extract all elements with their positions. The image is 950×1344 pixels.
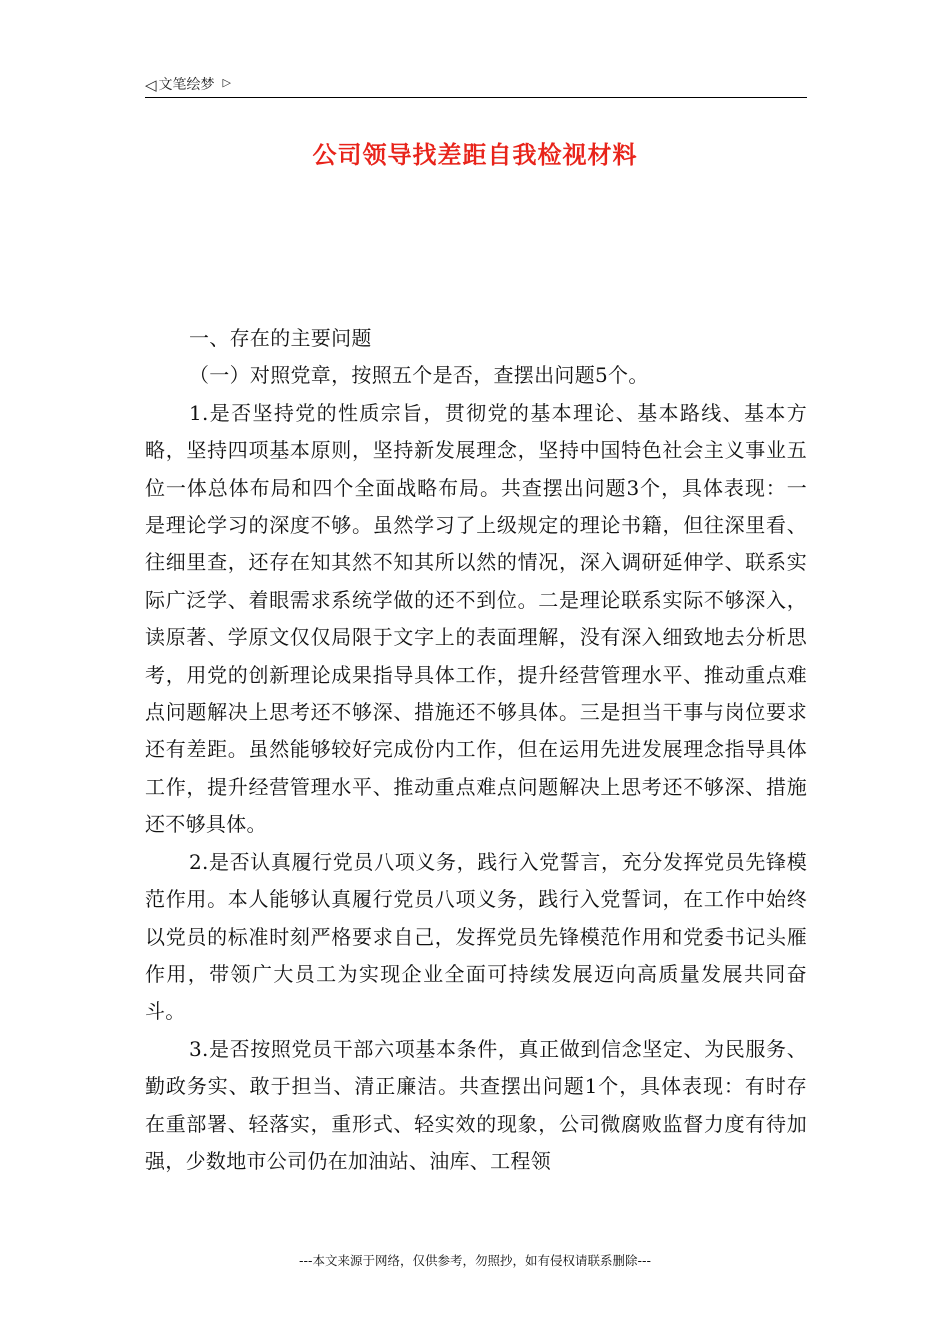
page-footer-notice: ---本文来源于网络，仅供参考，勿照抄，如有侵权请联系删除--- <box>298 1253 652 1268</box>
triangle-right-icon: ▷ <box>222 76 232 89</box>
header-brand: 文笔绘梦 <box>158 77 215 93</box>
subsection-heading: （一）对照党章，按照五个是否，查摆出问题5个。 <box>189 363 649 388</box>
section-heading: 一、存在的主要问题 <box>189 326 372 350</box>
body-paragraph-2: 2.是否认真履行党员八项义务，践行入党誓言，充分发挥党员先锋模范作用。本人能够认真履行党员八项义务，践行入党誓词，在工作中始终以党员的标准时刻严格要求自己，发挥党员先锋模范作用和党委书记头雁作用，带领广大员工为实现企业全面可持续发展迈向高质量发展共同奋斗。 <box>145 849 807 1024</box>
body-paragraph-3: 3.是否按照党员干部六项基本条件，真正做到信念坚定、为民服务、勤政务实、敢于担当、清正廉洁。共查摆出问题1个，具体表现：有时存在重部署、轻落实，重形式、轻实效的现象，公司微腐败监督力度有待加强，少数地市公司仍在加油站、油库、工程领 <box>145 1036 807 1173</box>
page-header <box>145 74 807 96</box>
header-divider <box>145 97 807 98</box>
document-title: 公司领导找差距自我检视材料 <box>312 141 638 169</box>
triangle-left-icon: ◁ <box>145 76 157 94</box>
body-paragraph-1: 1.是否坚持党的性质宗旨，贯彻党的基本理论、基本路线、基本方略，坚持四项基本原则，坚持新发展理念，坚持中国特色社会主义事业五位一体总体布局和四个全面战略布局。共查摆出问题3个，具体表现：一是理论学习的深度不够。虽然学习了上级规定的理论书籍，但往深里看、往细里查，还存在知其然不知其所以然的情况，深入调研延伸学、联系实际广泛学、着眼需求系统学做的还不到位。二是理论联系实际不够深入，读原著、学原文仅仅局限于文字上的表面理解，没有深入细致地去分析思考，用党的创新理论成果指导具体工作，提升经营管理水平、推动重点难点问题解决上思考还不够深、措施还不够具体。三是担当干事与岗位要求还有差距。虽然能够较好完成份内工作，但在运用先进发展理念指导具体工作，提升经营管理水平、推动重点难点问题解决上思考还不够深、措施还不够具体。 <box>145 400 807 837</box>
document-body <box>145 320 807 1180</box>
